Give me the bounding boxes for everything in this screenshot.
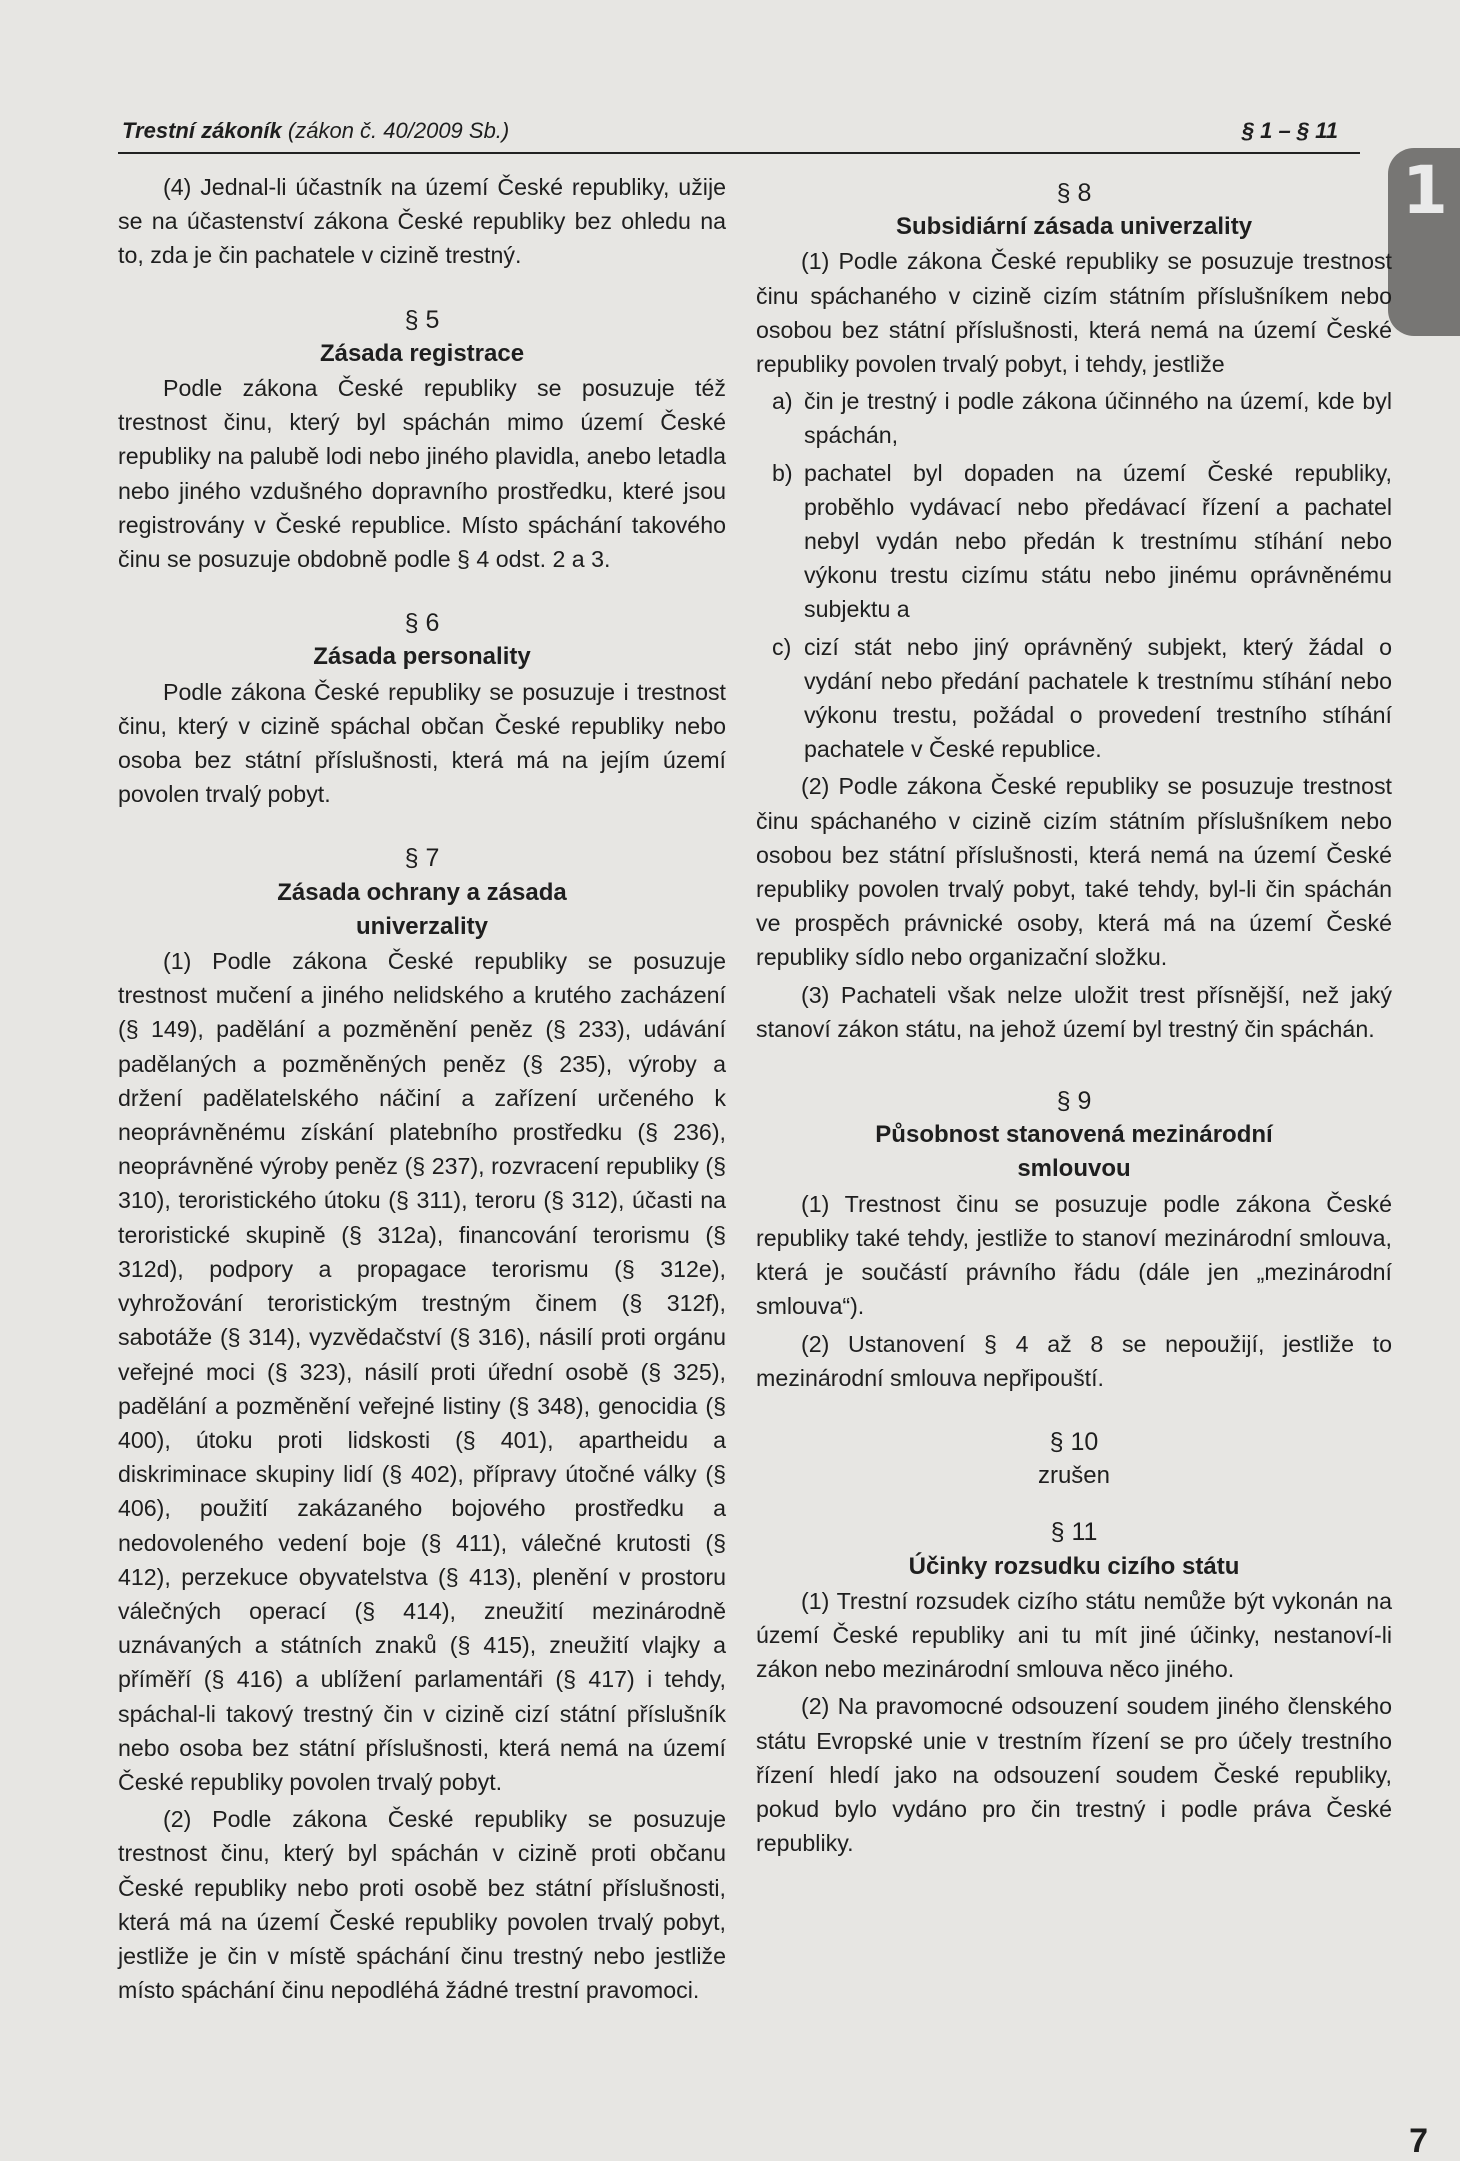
section-title: Působnost stanovená mezinárodní smlouvou xyxy=(875,1121,1273,1183)
list-item-text: cizí stát nebo jiný oprávněný subjekt, který žádal o vydání nebo předání pachatele k trestnímu stíhání nebo výkonu trestu, požádal o provedení trestního stíhání pachatele v České republice. xyxy=(804,633,1392,763)
section-heading-11 xyxy=(756,1515,1392,1583)
paragraph: (2) Podle zákona České republiky se posuzuje trestnost činu, který byl spáchán v cizině proti občanu České republiky nebo proti osobě bez státní příslušnosti, která má na území České republiky povolen trvalý pobyt, jestliže je čin v místě spáchání činu trestný nebo jestliže místo spáchání činu nepodléhá žádné trestní pravomoci. xyxy=(118,1806,726,2004)
section-number: § 7 xyxy=(404,844,440,873)
section-title: Účinky rozsudku cizího státu xyxy=(908,1552,1240,1580)
section-heading-5 xyxy=(118,303,726,371)
section-number: § 11 xyxy=(1050,1518,1098,1547)
page-number: 7 xyxy=(1409,2122,1428,2160)
chapter-tab xyxy=(1388,148,1460,336)
paragraph: (4) Jednal-li účastník na území České republiky, užije se na účastenství zákona České republiky bez ohledu na to, zda je čin pachatele v cizině trestný. xyxy=(118,174,726,269)
section-number: § 5 xyxy=(404,305,440,334)
paragraph: (2) Na pravomocné odsouzení soudem jiného členského státu Evropské unie v trestním řízení se pro účely trestního řízení hledí jako na odsouzení soudem České republiky, pokud bylo vydáno pro čin trestný i podle práva České republiky. xyxy=(756,1693,1392,1857)
list-item-text: pachatel byl dopaden na území České republiky, proběhlo vydávací nebo předávací řízení a pachatel nebyl vydán nebo předán k trestnímu stíhání nebo výkonu trestu cizímu státu nebo jinému oprávněnému subjektu a xyxy=(804,459,1392,623)
section-heading-6 xyxy=(118,606,726,674)
paragraph: (1) Podle zákona České republiky se posuzuje trestnost činu spáchaného v cizině cizím státním příslušníkem nebo osobou bez státní příslušnosti, která nemá na území České republiky povolen trvalý pobyt, i tehdy, jestliže xyxy=(756,248,1392,378)
paragraph: (1) Podle zákona České republiky se posuzuje trestnost mučení a jiného nelidského a krutého zacházení (§ 149), padělání a pozměnění peněz (§ 233), udávání padělaných a pozměněných peněz (§ 235), výroby a držení padělatelského náčiní a zařízení určeného k neoprávněnému získání platebního prostředku (§ 236), neoprávněné výroby peněz (§ 237), rozvracení republiky (§ 310), teroristického útoku (§ 311), teroru (§ 312), účasti na teroristické skupině (§ 312a), financování terorismu (§ 312d), podpory a propagace terorismu (§ 312e), vyhrožování teroristickým trestným činem (§ 312f), sabotáže (§ 314), vyzvědačství (§ 316), násilí proti orgánu veřejné moci (§ 323), násilí proti úřední osobě (§ 325), padělání a pozměnění veřejné listiny (§ 348), genocidia (§ 400), útoku proti lidskosti (§ 401), apartheidu a diskriminace skupiny lidí (§ 402), přípravy útočné války (§ 406), použití zakázaného bojového prostředku a nedovoleného vedení boje (§ 411), válečné krutosti (§ 412), perzekuce obyvatelstva (§ 413), plenění v prostoru válečných operací (§ 414), zneužití mezinárodně uznávaných a státních znaků (§ 415), zneužití vlajky a příměří (§ 416) a ublížení parlamentáři (§ 417) i tehdy, spáchal-li takový trestný čin v cizině cizí státní příslušník nebo osoba bez státní příslušnosti, která nemá na území České republiky povolen trvalý pobyt. xyxy=(118,948,726,1795)
list-item xyxy=(756,384,1392,452)
section-heading-10 xyxy=(756,1425,1392,1493)
left-column xyxy=(118,170,726,2010)
right-column xyxy=(756,170,1392,1863)
header-law-ref: (zákon č. 40/2009 Sb.) xyxy=(287,118,510,143)
paragraph: (1) Trestnost činu se posuzuje podle zákona České republiky také tehdy, jestliže to stanoví mezinárodní smlouva, která je součástí právního řádu (dále jen „mezinárodní smlouva“). xyxy=(756,1190,1392,1320)
section-title: Zásada ochrany a zásada univerzality xyxy=(277,878,567,940)
list-item-text: čin je trestný i podle zákona účinného na území, kde byl spáchán, xyxy=(804,388,1392,449)
paragraph: Podle zákona České republiky se posuzuje též trestnost činu, který byl spáchán mimo území České republiky na palubě lodi nebo jiného plavidla, anebo letadla nebo jiného vzdušného dopravního prostředku, které jsou registrovány v České republice. Místo spáchání takového činu se posuzuje obdobně podle § 4 odst. 2 a 3. xyxy=(118,375,726,573)
section-heading-7 xyxy=(118,841,726,944)
paragraph: (2) Ustanovení § 4 až 8 se nepoužijí, jestliže to mezinárodní smlouva nepřipouští. xyxy=(756,1330,1392,1391)
paragraph: Podle zákona České republiky se posuzuje i trestnost činu, který v cizině spáchal občan České republiky nebo osoba bez státní příslušnosti, která má na jejím území povolen trvalý pobyt. xyxy=(118,678,726,808)
list-item-label: c) xyxy=(772,633,792,660)
section-number: § 9 xyxy=(1056,1087,1092,1116)
section-status: zrušen xyxy=(1037,1462,1111,1490)
running-header xyxy=(118,108,1360,154)
paragraph: (2) Podle zákona České republiky se posuzuje trestnost činu spáchaného v cizině cizím státním příslušníkem nebo osobou bez státní příslušnosti, která nemá na území České republiky povolen trvalý pobyt, také tehdy, byl-li čin spáchán ve prospěch právnické osoby, která má na území České republiky sídlo nebo organizační složku. xyxy=(756,773,1392,971)
section-title: Subsidiární zásada univerzality xyxy=(895,213,1253,241)
section-heading-8 xyxy=(756,176,1392,244)
section-title: Zásada registrace xyxy=(319,339,525,367)
paragraph: (3) Pachateli však nelze uložit trest přísnější, než jaký stanoví zákon státu, na jehož území byl trestný čin spáchán. xyxy=(756,981,1392,1042)
section-heading-9 xyxy=(756,1084,1392,1187)
chapter-tab-number: 1 xyxy=(1402,152,1448,229)
list-item-label: a) xyxy=(772,388,793,415)
list-item-label: b) xyxy=(772,459,793,486)
header-section-range: § 1 – § 11 xyxy=(1241,118,1338,143)
section-number: § 10 xyxy=(1049,1427,1099,1456)
list-item xyxy=(756,630,1392,767)
paragraph: (1) Trestní rozsudek cizího státu nemůže být vykonán na území České republiky ani tu mít jiné účinky, nestanoví-li zákon nebo mezinárodní smlouva něco jiného. xyxy=(756,1587,1392,1683)
enumerated-list xyxy=(756,384,1392,766)
section-number: § 6 xyxy=(404,609,440,638)
section-title: Zásada personality xyxy=(313,643,531,671)
section-number: § 8 xyxy=(1056,179,1092,207)
list-item xyxy=(756,456,1392,627)
header-law-name: Trestní zákoník xyxy=(122,118,282,143)
header-title xyxy=(122,118,509,144)
